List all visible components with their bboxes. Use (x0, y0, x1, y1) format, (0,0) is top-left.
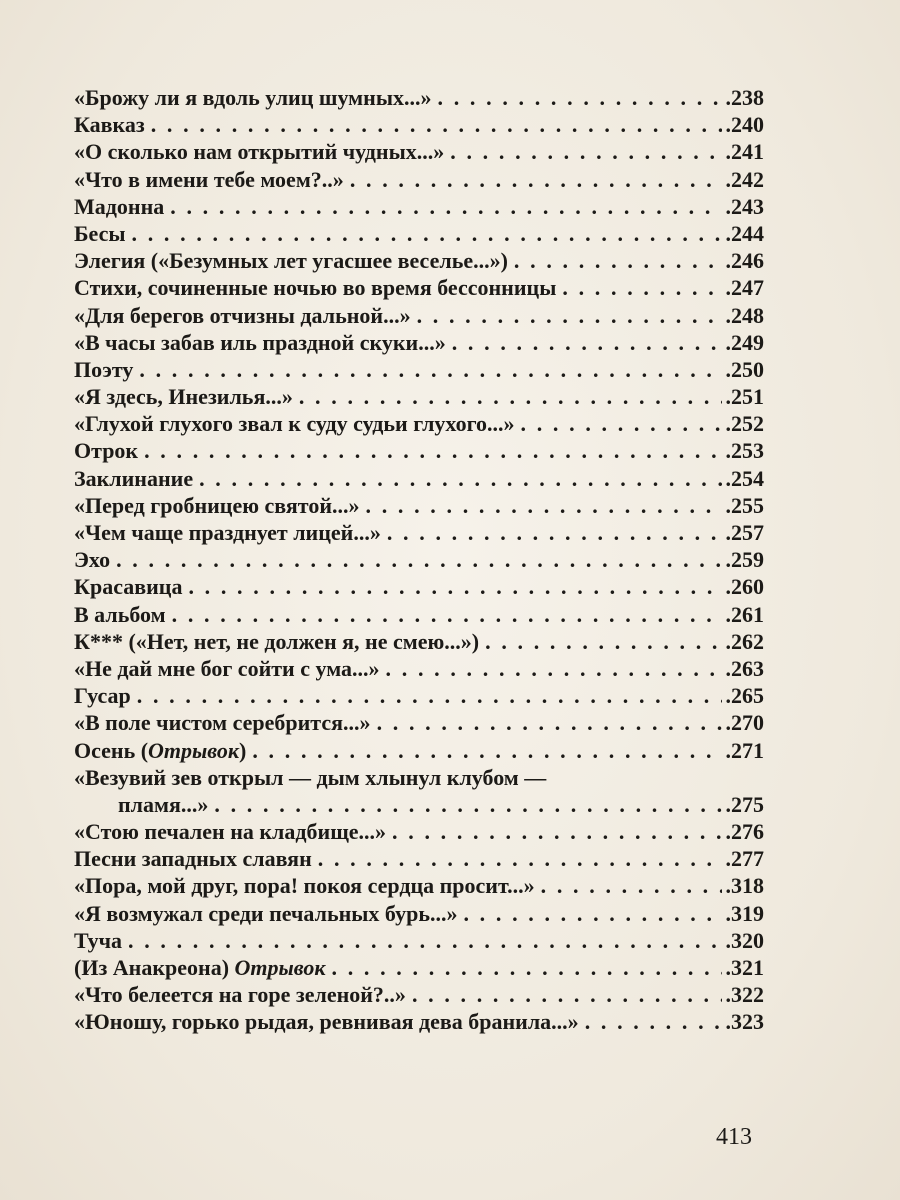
dot-leader (521, 410, 722, 437)
dot-leader (450, 138, 721, 165)
toc-entry (74, 519, 764, 546)
toc-entry-page: . 243 (726, 193, 765, 220)
toc-entry-title-text: «В поле чистом серебрится...» (74, 710, 371, 736)
toc-entry (74, 410, 764, 437)
toc-entry-page: . 275 (726, 791, 765, 818)
toc-entry-page: . 259 (726, 546, 765, 573)
dot-leader (318, 845, 722, 872)
toc-entry-title (74, 573, 182, 600)
toc-entry (74, 1008, 764, 1035)
toc-entry-page: . 252 (726, 410, 765, 437)
dot-leader (438, 84, 722, 111)
dot-leader (562, 274, 721, 301)
toc-entry (74, 302, 764, 329)
toc-entry-title-text: Мадонна (74, 193, 165, 219)
toc-entry-title-text: «Глухой глухого звал к суду судьи глухого...» (74, 411, 515, 437)
toc-entry-title (74, 220, 126, 247)
toc-entry (74, 872, 764, 899)
toc-entry-title (74, 682, 131, 709)
toc-entry-title (74, 900, 457, 927)
dot-leader (485, 628, 721, 655)
toc-entry-title (74, 356, 133, 383)
toc-entry-title-text: Кавказ (74, 112, 145, 138)
toc-entry-continuation (74, 791, 764, 818)
toc-entry-page: . 254 (726, 465, 765, 492)
toc-entry-page: . 318 (726, 872, 765, 899)
dot-leader (144, 437, 721, 464)
toc-entry-title-text: «Перед гробницею святой...» (74, 492, 360, 518)
toc-entry (74, 900, 764, 927)
toc-entry (74, 465, 764, 492)
toc-entry-title-continuation: пламя...» (118, 791, 209, 817)
toc-entry (74, 274, 764, 301)
toc-entry-title-italic: Отрывок (148, 737, 240, 763)
toc-entry-title-text: Заклинание (74, 465, 194, 491)
dot-leader (139, 356, 721, 383)
toc-entry-title (74, 193, 164, 220)
toc-entry-title-text: «Юношу, горько рыдая, ревнивая дева бранила...» (74, 1009, 579, 1035)
toc-entry-title (74, 492, 360, 519)
toc-entry-title-text: Осень ( (74, 737, 149, 763)
toc-entry-title (74, 274, 556, 301)
dot-leader (116, 546, 721, 573)
toc-entry-title-text: «Что в имени тебе моем?..» (74, 166, 344, 192)
toc-entry-page: . 250 (726, 356, 765, 383)
toc-entry (74, 166, 764, 193)
toc-entry-page: . 248 (726, 302, 765, 329)
toc-entry (74, 845, 764, 872)
toc-entry (74, 818, 764, 845)
table-of-contents (74, 84, 764, 1036)
toc-entry-page: . 319 (726, 900, 765, 927)
toc-entry-title (74, 465, 193, 492)
toc-entry-page: . 270 (726, 709, 765, 736)
dot-leader (128, 927, 722, 954)
toc-entry (74, 737, 764, 764)
toc-entry-title (74, 655, 380, 682)
toc-entry-title (74, 927, 122, 954)
toc-entry (74, 981, 764, 1008)
toc-entry-page: . 249 (726, 329, 765, 356)
toc-entry-title (74, 709, 371, 736)
toc-entry (74, 601, 764, 628)
dot-leader (377, 709, 722, 736)
toc-entry (74, 492, 764, 519)
toc-entry-page: . 241 (726, 138, 765, 165)
dot-leader (188, 573, 721, 600)
toc-entry-page: . 261 (726, 601, 765, 628)
toc-entry (74, 84, 764, 111)
toc-entry (74, 138, 764, 165)
toc-entry-title-text: «Я здесь, Инезилья...» (74, 384, 293, 410)
dot-leader (417, 302, 722, 329)
toc-entry-page: . 253 (726, 437, 765, 464)
toc-entry-title-italic: Отрывок (234, 955, 326, 980)
toc-entry (74, 247, 764, 274)
toc-entry (74, 764, 764, 791)
toc-entry-title (74, 845, 312, 872)
toc-entry-page: . 276 (726, 818, 765, 845)
toc-entry-page: . 323 (726, 1008, 765, 1035)
toc-entry-title-text: «Я возмужал среди печальных бурь...» (74, 900, 458, 926)
toc-entry-title (74, 138, 444, 165)
toc-entry-page: . 271 (726, 737, 765, 764)
toc-entry-page: . 322 (726, 981, 765, 1008)
toc-entry (74, 655, 764, 682)
dot-leader (514, 247, 722, 274)
dot-leader (350, 166, 722, 193)
dot-leader (386, 655, 722, 682)
toc-entry-title (74, 1008, 579, 1035)
toc-entry-title-text: Гусар (74, 683, 131, 709)
toc-entry-page: . 265 (726, 682, 765, 709)
dot-leader (541, 872, 722, 899)
toc-entry-title-text: «О сколько нам открытий чудных...» (74, 139, 445, 165)
toc-entry (74, 111, 764, 138)
toc-entry-title (74, 981, 406, 1008)
toc-entry (74, 682, 764, 709)
dot-leader (137, 682, 722, 709)
toc-entry-title (74, 519, 381, 546)
dot-leader (585, 1008, 722, 1035)
toc-entry-title-text: Элегия («Безумных лет угасшее веселье...») (74, 248, 508, 274)
toc-entry-title (74, 546, 110, 573)
dot-leader (172, 601, 722, 628)
dot-leader (132, 220, 722, 247)
toc-entry-title-text: Песни западных славян (74, 846, 312, 872)
toc-entry-page: . 255 (726, 492, 765, 519)
toc-entry-title-text: «Чем чаще празднует лицей...» (74, 520, 381, 545)
toc-entry-title: «Везувий зев открыл — дым хлынул клубом — (74, 764, 547, 790)
toc-entry-page: . 260 (726, 573, 765, 600)
toc-entry-title-text: «Не дай мне бог сойти с ума...» (74, 655, 380, 681)
toc-entry-title (74, 84, 432, 111)
toc-entry-title (74, 329, 446, 356)
toc-entry-title-text: «Пора, мой друг, пора! покоя сердца просит...» (74, 873, 535, 899)
toc-entry (74, 329, 764, 356)
dot-leader (252, 737, 721, 764)
toc-entry-title-text: Поэту (74, 356, 134, 382)
dot-leader (199, 465, 721, 492)
toc-entry-page: . 262 (726, 628, 765, 655)
toc-entry-page: . 320 (726, 927, 765, 954)
toc-entry-title-after: ) (239, 737, 247, 763)
toc-entry (74, 356, 764, 383)
toc-entry (74, 546, 764, 573)
dot-leader (366, 492, 722, 519)
toc-entry-title (74, 111, 145, 138)
dot-leader (387, 519, 722, 546)
toc-entry-title-text: Бесы (74, 220, 126, 246)
toc-entry-page: . 257 (726, 519, 765, 546)
toc-entry-page: . 242 (726, 166, 765, 193)
toc-entry-title (74, 737, 246, 764)
toc-entry-title-text: К*** («Нет, нет, не должен я, не смею...») (74, 628, 480, 654)
toc-entry-page: . 247 (726, 274, 765, 301)
toc-entry-title (74, 872, 535, 899)
toc-entry (74, 927, 764, 954)
dot-leader (170, 193, 721, 220)
dot-leader (151, 111, 722, 138)
toc-entry-title-text: (Из Анакреона) (74, 955, 235, 980)
dot-leader (392, 818, 721, 845)
toc-entry (74, 709, 764, 736)
toc-entry-title-text: Красавица (74, 574, 183, 600)
page-number: 413 (716, 1124, 752, 1150)
toc-entry-page: . 251 (726, 383, 765, 410)
toc-entry-title-text: Туча (74, 927, 122, 953)
toc-entry-title (74, 166, 344, 193)
toc-entry-page: . 277 (726, 845, 765, 872)
toc-entry (74, 954, 764, 981)
toc-entry (74, 573, 764, 600)
toc-entry-page: . 244 (726, 220, 765, 247)
toc-entry-title (74, 601, 166, 628)
toc-entry-title-text: Отрок (74, 438, 139, 464)
toc-entry-title-text: «Стою печален на кладбище...» (74, 819, 387, 845)
dot-leader (332, 954, 722, 981)
toc-entry-page: . 240 (726, 111, 765, 138)
toc-entry (74, 383, 764, 410)
toc-entry-title-text: Эхо (74, 547, 111, 573)
dot-leader (299, 383, 722, 410)
toc-entry-title (74, 818, 386, 845)
toc-entry-title-text: В альбом (74, 601, 166, 627)
toc-entry (74, 193, 764, 220)
toc-entry (74, 628, 764, 655)
toc-entry-title-text: «Брожу ли я вдоль улиц шумных...» (74, 85, 432, 110)
toc-entry-title (74, 437, 138, 464)
dot-leader (463, 900, 721, 927)
toc-entry-title-text: «Для берегов отчизны дальной...» (74, 302, 411, 328)
toc-entry-title-text: «В часы забав иль праздной скуки...» (74, 329, 446, 355)
toc-entry (74, 220, 764, 247)
toc-entry-page: . 321 (726, 954, 765, 981)
toc-entry-title-text: «Что белеется на горе зеленой?..» (74, 982, 406, 1008)
toc-entry-page: . 246 (726, 247, 765, 274)
toc-entry-title-text: Стихи, сочиненные ночью во время бессонницы (74, 275, 557, 301)
toc-entry-title (74, 247, 508, 274)
toc-entry-title (74, 383, 293, 410)
toc-entry-title (74, 628, 479, 655)
dot-leader (412, 981, 722, 1008)
toc-entry-page: . 263 (726, 655, 765, 682)
toc-entry-title (74, 954, 326, 981)
toc-entry-title (74, 302, 411, 329)
dot-leader (452, 329, 722, 356)
toc-entry (74, 437, 764, 464)
dot-leader (214, 791, 721, 818)
toc-entry-title (74, 410, 515, 437)
toc-entry-page: . 238 (726, 84, 765, 111)
